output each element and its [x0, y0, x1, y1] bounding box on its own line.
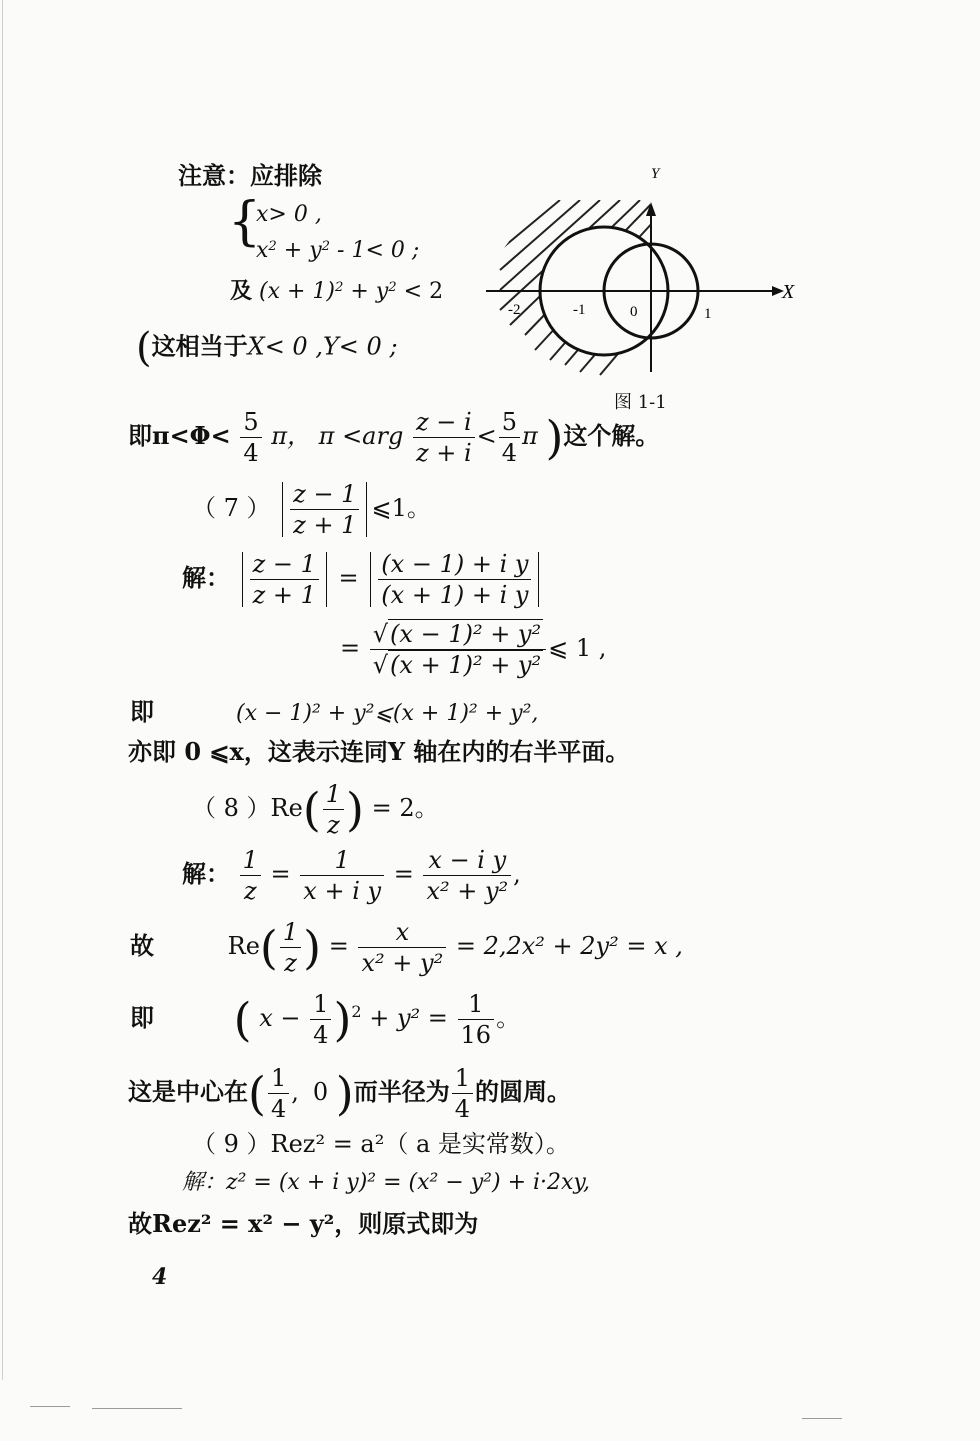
condition-2: $x^2 + y^2 - 1< 0$ ; [256, 238, 420, 263]
scan-mark [802, 1418, 842, 1419]
axis-label-x: X [782, 281, 795, 303]
problem-7: （ 7 ） $\frac{z - 1}{z + 1}$ ⩽1。 [192, 480, 431, 539]
condition-1: x> 0 , [256, 202, 322, 227]
tick-label: -1 [573, 302, 586, 318]
system-brace: { [228, 192, 262, 252]
p7-ji-line: 即 (x − 1)² + y²⩽(x + 1)² + y², [130, 697, 539, 726]
tick-label: -2 [508, 302, 521, 318]
tick-label: 1 [704, 306, 712, 322]
p9-solution: 解：z² = (x + i y)² = (x² − y²) + i·2xy, [182, 1170, 590, 1195]
p8-gu-line: 故 Re( $\frac{1}{z}$ ) = $\frac{x}{\text{x² + y²}}$ = 2,2x² + 2y² = x , [130, 918, 683, 977]
p7-conclusion: 亦即 0 ⩽x，这表示连同Y 轴在内的右半平面。 [128, 737, 630, 766]
p9-gu-line: 故Rez² = x² − y²，则原式即为 [128, 1209, 479, 1238]
p8-ji-line: 即 ( x − $\frac{1}{4}$ )$^2$ + y² = $\frac{1}{16}$ 。 [130, 990, 521, 1049]
fraction-z: $\frac{z - i}{z + i}$ [413, 410, 475, 465]
scan-mark [92, 1408, 182, 1409]
p8-solution-line-1: 解： $\frac{1}{z}$ = $\frac{1}{\text{x + i y}}$ = $\frac{\text{x − i y}}{\text{x² + y²}}$ , [182, 846, 521, 905]
page-number: 4 [152, 1264, 168, 1290]
scan-mark [30, 1406, 70, 1407]
figure-1-1 [480, 160, 810, 380]
figure-caption: 图 1-1 [614, 392, 667, 413]
equivalence-line: (这相当于X< 0 ,Y< 0 ; [136, 325, 398, 371]
phi-line: 即π<Φ< $\frac{5}{4}$ π， π <arg $\frac{z - i}{z + i}$ < $\frac{5}{4}$ π )这个解。 [128, 408, 660, 467]
axis-label-y: Y [651, 166, 660, 182]
fraction-five-fourths: $\frac{5}{4}$ [240, 410, 261, 465]
p7-solution-line-2: = $\frac{\text{√(x − 1)² + y²}}{\text{√(x + 1)² + y²}}$ ⩽ 1 , [340, 620, 607, 679]
problem-9: （ 9 ）Rez² = a²（ a 是实常数）。 [192, 1130, 570, 1158]
p8-circle-line: 这是中心在( $\frac{1}{4}$ , 0 )而半径为 $\frac{1}{4}$ 的圆周。 [128, 1064, 572, 1123]
problem-8: （ 8 ）Re( $\frac{1}{z}$ ) = 2。 [192, 780, 439, 839]
condition-3: 及 $(x + 1)^2 + y^2 < 2$ [230, 278, 444, 304]
note-title: 注意：应排除 [178, 161, 322, 190]
fraction-five-fourths-2: $\frac{5}{4}$ [499, 410, 520, 465]
tick-label: 0 [630, 304, 638, 320]
p7-solution-line-1: 解： $\frac{z - 1}{z + 1}$ = $\frac{\text{(x − 1) + i y}}{\text{(x + 1) + i y}}$ [182, 552, 543, 607]
page-edge [2, 0, 3, 1380]
